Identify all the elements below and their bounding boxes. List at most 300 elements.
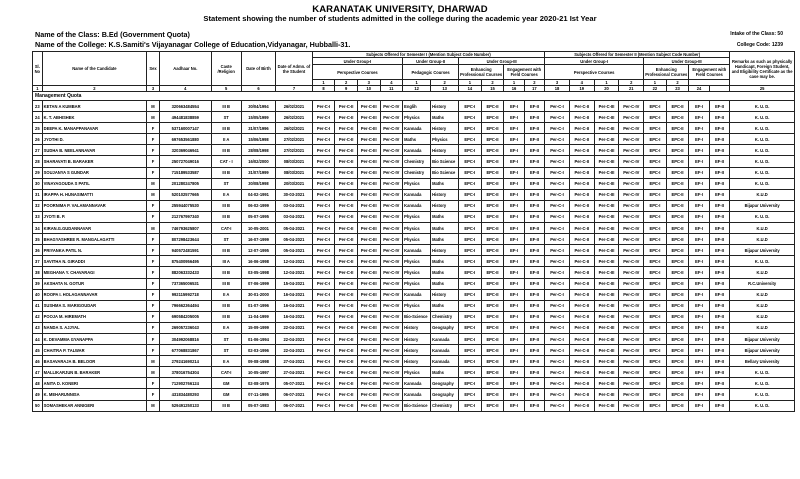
candidate-name: KETAN A KUMBAR — [42, 101, 146, 112]
sem2-engagement-2: EF-II — [709, 311, 729, 322]
sem1-engagement-1: EF-I — [504, 267, 524, 278]
sem2-engagement-2: EF-II — [709, 211, 729, 222]
sem2-perspective-3: Per-C-III — [594, 245, 619, 256]
sem1-perspective-4: Per-C-IV — [380, 200, 403, 211]
candidate-sex: M — [147, 189, 160, 200]
sem1-perspective-4: Per-C-IV — [380, 189, 403, 200]
pedagogic-subject-2: Maths — [431, 234, 459, 245]
sem2-perspective-3: Per-C-III — [594, 345, 619, 356]
sem2-perspective-1: Per-C-I — [545, 389, 570, 400]
sem2-perspective-4: Per-C-IV — [619, 167, 644, 178]
sem2-perspective-1: Per-C-I — [545, 256, 570, 267]
date-of-admission: 22-04-2021 — [276, 322, 313, 333]
date-of-admission: 08/03/2021 — [276, 167, 313, 178]
candidate-sex: F — [147, 278, 160, 289]
sem2-engagement-2: EF-II — [709, 234, 729, 245]
sem1-engagement-2: EF-II — [524, 211, 544, 222]
sem2-enhancing-2: EPC-II — [666, 167, 689, 178]
sem2-engagement-1: EF-I — [689, 167, 709, 178]
caste-category: II A — [211, 356, 241, 367]
sem2-perspective-4: Per-C-IV — [619, 389, 644, 400]
pedagogic-subject-2: History — [431, 189, 459, 200]
aadhaar-number: 304992068816 — [159, 333, 211, 344]
caste-category: III B — [211, 400, 241, 411]
table-row — [33, 256, 795, 267]
candidate-sex: M — [147, 400, 160, 411]
pedagogic-subject-2: History — [431, 200, 459, 211]
date-of-birth: 30/08/1998 — [241, 178, 275, 189]
sem2-enhancing-1: EPC-I — [644, 200, 667, 211]
candidate-sex: F — [147, 267, 160, 278]
pedagogic-subject-1: Physics — [403, 112, 431, 123]
sem2-perspective-1: Per-C-I — [545, 167, 570, 178]
table-row — [33, 367, 795, 378]
sem1-perspective-3: Per-C-III — [357, 145, 380, 156]
remarks: K. U. D. — [730, 389, 795, 400]
caste-category: CAT - I — [211, 156, 241, 167]
serial-number: 37 — [33, 256, 43, 267]
candidate-sex: F — [147, 256, 160, 267]
sem2-perspective-1: Per-C-I — [545, 211, 570, 222]
col-name: Name of the Candidate — [42, 52, 146, 86]
table-row — [33, 389, 795, 400]
date-of-admission: 27/02/2021 — [276, 145, 313, 156]
serial-number: 45 — [33, 345, 43, 356]
candidate-sex: F — [147, 333, 160, 344]
column-number: 1 — [33, 86, 43, 92]
sem1-perspective-4: Per-C-IV — [380, 267, 403, 278]
date-of-admission: 15-04-2021 — [276, 278, 313, 289]
sem1-perspective-4: Per-C-IV — [380, 300, 403, 311]
pedagogic-subject-2: History — [431, 145, 459, 156]
aadhaar-number: 537160007147 — [159, 123, 211, 134]
sem1-perspective-1: Per-C-I — [312, 356, 335, 367]
candidate-sex: M — [147, 356, 160, 367]
sem1-perspective: Perspective Courses — [312, 65, 402, 80]
col-dob: Date of Birth — [241, 52, 275, 86]
serial-number: 32 — [33, 200, 43, 211]
date-of-birth: 16/02/2000 — [241, 156, 275, 167]
sem2-perspective-1: Per-C-I — [545, 356, 570, 367]
sem1-perspective-3: Per-C-III — [357, 234, 380, 245]
sem2-perspective-3: Per-C-III — [594, 333, 619, 344]
sem1-perspective-3: Per-C-III — [357, 200, 380, 211]
remarks: Bellary University — [730, 356, 795, 367]
pedagogic-subject-1: Englih — [403, 101, 431, 112]
sem2-engagement-1: EF-I — [689, 356, 709, 367]
date-of-birth: 30/04/1994 — [241, 101, 275, 112]
sem2-perspective-3: Per-C-III — [594, 256, 619, 267]
sem1-perspective-1: Per-C-I — [312, 189, 335, 200]
candidate-name: CHAITRA P. TALWAR — [42, 345, 146, 356]
sem2-enhancing: Enhancing Professional Courses — [644, 65, 689, 80]
sem1-enhancing-1: EPC-I — [459, 145, 482, 156]
column-number: 23 — [666, 86, 689, 92]
sem1-enhancing-1: EPC-I — [459, 367, 482, 378]
sem2-perspective-4: Per-C-IV — [619, 123, 644, 134]
sem1-engagement-1: EF-I — [504, 101, 524, 112]
aadhaar-number: 250727049016 — [159, 156, 211, 167]
sem2-engagement: Engagement with Field Courses — [689, 65, 730, 80]
table-row — [33, 167, 795, 178]
date-of-admission: 16-04-2021 — [276, 311, 313, 322]
sem1-perspective-2: Per-C-II — [335, 223, 358, 234]
sem2-enhancing-1: EPC-I — [644, 311, 667, 322]
candidate-name: VINAYAGOUDA S PATIL — [42, 178, 146, 189]
sem1-engagement-1: EF-I — [504, 300, 524, 311]
pedagogic-subject-1: Physics — [403, 367, 431, 378]
sem1-perspective-4: Per-C-IV — [380, 145, 403, 156]
sem2-perspective-3: Per-C-III — [594, 311, 619, 322]
aadhaar-number: 737365006531 — [159, 278, 211, 289]
remarks: K. U. D. — [730, 123, 795, 134]
pedagogic-subject-1: Physics — [403, 278, 431, 289]
pedagogic-subject-2: History — [431, 101, 459, 112]
sem1-engagement-1: EF-I — [504, 245, 524, 256]
sem2-perspective-4: Per-C-IV — [619, 367, 644, 378]
date-of-birth: 30-01-2000 — [241, 289, 275, 300]
sem2-perspective-1: Per-C-I — [545, 400, 570, 411]
sem2-perspective: Perspective Courses — [545, 65, 644, 80]
sub-number: 1 — [504, 80, 524, 86]
sub-number: 1 — [644, 80, 667, 86]
sem2-engagement-1: EF-I — [689, 200, 709, 211]
sem1-group-2: Under Group-II — [403, 58, 459, 65]
sem2-enhancing-1: EPC-I — [644, 123, 667, 134]
date-of-birth: 07-11-1995 — [241, 389, 275, 400]
sem1-perspective-1: Per-C-I — [312, 289, 335, 300]
sem2-perspective-2: Per-C-II — [569, 167, 594, 178]
sem2-perspective-2: Per-C-II — [569, 389, 594, 400]
candidate-sex: F — [147, 134, 160, 145]
sem2-engagement-2: EF-II — [709, 333, 729, 344]
sub-number: 2 — [481, 80, 504, 86]
caste-category: III B — [211, 278, 241, 289]
sem2-perspective-1: Per-C-I — [545, 234, 570, 245]
sem2-perspective-4: Per-C-IV — [619, 178, 644, 189]
pedagogic-subject-2: Bio Science — [431, 167, 459, 178]
sem2-perspective-1: Per-C-I — [545, 178, 570, 189]
sem2-perspective-3: Per-C-III — [594, 211, 619, 222]
sem1-engagement-1: EF-I — [504, 311, 524, 322]
sem2-enhancing-2: EPC-II — [666, 300, 689, 311]
sem2-engagement-2: EF-II — [709, 101, 729, 112]
sem2-perspective-3: Per-C-III — [594, 223, 619, 234]
sem2-perspective-1: Per-C-I — [545, 322, 570, 333]
sem1-enhancing-1: EPC-I — [459, 289, 482, 300]
remarks: K. U. D. — [730, 167, 795, 178]
aadhaar-number: 320663484554 — [159, 101, 211, 112]
sem2-perspective-1: Per-C-I — [545, 200, 570, 211]
sem2-engagement-1: EF-I — [689, 311, 709, 322]
sem1-perspective-3: Per-C-III — [357, 345, 380, 356]
sem2-enhancing-2: EPC-II — [666, 400, 689, 411]
sem1-enhancing-1: EPC-I — [459, 378, 482, 389]
remarks: K. U. D. — [730, 367, 795, 378]
column-number: 13 — [431, 86, 459, 92]
pedagogic-subject-1: Kannada — [403, 145, 431, 156]
sem1-perspective-3: Per-C-III — [357, 267, 380, 278]
sem1-perspective-1: Per-C-I — [312, 367, 335, 378]
remarks: K.U.D — [730, 289, 795, 300]
sem1-perspective-2: Per-C-II — [335, 200, 358, 211]
sem2-engagement-2: EF-II — [709, 178, 729, 189]
sem2-enhancing-2: EPC-II — [666, 322, 689, 333]
serial-number: 26 — [33, 134, 43, 145]
aadhaar-number: 431834480293 — [159, 389, 211, 400]
sem2-enhancing-2: EPC-II — [666, 378, 689, 389]
remarks: K. U. D. — [730, 101, 795, 112]
sem2-perspective-1: Per-C-I — [545, 278, 570, 289]
sem2-enhancing-2: EPC-II — [666, 278, 689, 289]
sem1-engagement-2: EF-II — [524, 156, 544, 167]
date-of-admission: 08/03/2021 — [276, 156, 313, 167]
serial-number: 41 — [33, 300, 43, 311]
sub-number: 3 — [357, 80, 380, 86]
aadhaar-number: 712902766124 — [159, 378, 211, 389]
aadhaar-number: 378016754304 — [159, 367, 211, 378]
sem2-perspective-3: Per-C-III — [594, 123, 619, 134]
sem1-perspective-1: Per-C-I — [312, 245, 335, 256]
sem1-perspective-1: Per-C-I — [312, 389, 335, 400]
sem2-enhancing-2: EPC-II — [666, 256, 689, 267]
serial-number: 46 — [33, 356, 43, 367]
sem1-perspective-2: Per-C-II — [335, 289, 358, 300]
aadhaar-number: 494481838859 — [159, 112, 211, 123]
sem2-engagement-1: EF-I — [689, 211, 709, 222]
remarks: Bijapur University — [730, 245, 795, 256]
sem1-engagement-1: EF-I — [504, 400, 524, 411]
sem2-enhancing-1: EPC-I — [644, 234, 667, 245]
date-of-admission: 06-07-2021 — [276, 400, 313, 411]
column-number: 15 — [481, 86, 504, 92]
sem2-engagement-2: EF-II — [709, 189, 729, 200]
pedagogic-subject-1: Bio-Science — [403, 311, 431, 322]
date-of-birth: 12-07-1995 — [241, 245, 275, 256]
pedagogic-subject-1: Kannada — [403, 245, 431, 256]
sem1-perspective-1: Per-C-I — [312, 134, 335, 145]
candidate-name: SAVITHA N. GIRADDI — [42, 256, 146, 267]
sem1-perspective-1: Per-C-I — [312, 267, 335, 278]
candidate-name: ANITA D. KONERI — [42, 378, 146, 389]
sem1-perspective-4: Per-C-IV — [380, 256, 403, 267]
sem1-enhancing-1: EPC-I — [459, 189, 482, 200]
column-number: 21 — [619, 86, 644, 92]
caste-category: III B — [211, 211, 241, 222]
pedagogic-subject-2: Bio Science — [431, 156, 459, 167]
remarks: K. U. D. — [730, 378, 795, 389]
sem1-engagement-1: EF-I — [504, 223, 524, 234]
candidate-sex: F — [147, 289, 160, 300]
column-number: 10 — [357, 86, 380, 92]
pedagogic-subject-1: Physics — [403, 178, 431, 189]
pedagogic-subject-2: History — [431, 123, 459, 134]
date-of-birth: 15/06/1998 — [241, 134, 275, 145]
sem2-perspective-1: Per-C-I — [545, 245, 570, 256]
sem2-enhancing-1: EPC-I — [644, 333, 667, 344]
table-row — [33, 145, 795, 156]
col-caste: Caste /Religion — [211, 52, 241, 86]
sem2-enhancing-1: EPC-I — [644, 400, 667, 411]
sub-number: 2 — [335, 80, 358, 86]
candidate-sex: F — [147, 145, 160, 156]
caste-category: ST — [211, 112, 241, 123]
sem1-perspective-1: Per-C-I — [312, 311, 335, 322]
sem1-perspective-1: Per-C-I — [312, 378, 335, 389]
pedagogic-subject-1: Physics — [403, 211, 431, 222]
pedagogic-subject-1: Chemistry — [403, 156, 431, 167]
sem1-engagement-2: EF-II — [524, 200, 544, 211]
date-of-birth: 04-02-1991 — [241, 189, 275, 200]
sem1-enhancing-2: EPC-II — [481, 245, 504, 256]
sem1-perspective-1: Per-C-I — [312, 101, 335, 112]
date-of-admission: 27-04-2021 — [276, 356, 313, 367]
caste-category: II A — [211, 189, 241, 200]
candidate-sex: M — [147, 101, 160, 112]
sub-number: 2 — [431, 80, 459, 86]
caste-category: ST — [211, 178, 241, 189]
sem1-perspective-2: Per-C-II — [335, 333, 358, 344]
sem1-enhancing-1: EPC-I — [459, 322, 482, 333]
sem1-engagement-1: EF-I — [504, 211, 524, 222]
date-of-birth: 09-08-1998 — [241, 356, 275, 367]
sem1-perspective-2: Per-C-II — [335, 123, 358, 134]
aadhaar-number: 807298423644 — [159, 234, 211, 245]
sem1-perspective-4: Per-C-IV — [380, 134, 403, 145]
sem2-engagement-2: EF-II — [709, 112, 729, 123]
sem2-perspective-2: Per-C-II — [569, 101, 594, 112]
sem1-enhancing-2: EPC-II — [481, 345, 504, 356]
sem1-enhancing-1: EPC-I — [459, 112, 482, 123]
sem2-perspective-3: Per-C-III — [594, 167, 619, 178]
sem1-engagement-2: EF-II — [524, 223, 544, 234]
pedagogic-subject-2: History — [431, 289, 459, 300]
sem1-enhancing-1: EPC-I — [459, 200, 482, 211]
serial-number: 30 — [33, 178, 43, 189]
column-number: 6 — [241, 86, 275, 92]
table-row — [33, 322, 795, 333]
date-of-admission: 03-04-2021 — [276, 211, 313, 222]
sem2-engagement-1: EF-I — [689, 345, 709, 356]
sem1-perspective-1: Per-C-I — [312, 112, 335, 123]
remarks: K.U.D — [730, 189, 795, 200]
sem2-perspective-2: Per-C-II — [569, 156, 594, 167]
sem2-perspective-4: Per-C-IV — [619, 200, 644, 211]
column-number: 22 — [644, 86, 667, 92]
sem1-perspective-4: Per-C-IV — [380, 223, 403, 234]
serial-number: 23 — [33, 101, 43, 112]
sem1-perspective-2: Per-C-II — [335, 300, 358, 311]
sem1-perspective-2: Per-C-II — [335, 267, 358, 278]
date-of-birth: 10-05-1997 — [241, 367, 275, 378]
sem2-perspective-4: Per-C-IV — [619, 112, 644, 123]
column-number: 18 — [545, 86, 570, 92]
serial-number: 43 — [33, 322, 43, 333]
candidate-sex: F — [147, 167, 160, 178]
sem1-engagement-2: EF-II — [524, 356, 544, 367]
table-row — [33, 156, 795, 167]
sem2-enhancing-1: EPC-I — [644, 322, 667, 333]
sem1-enhancing-2: EPC-II — [481, 311, 504, 322]
remarks: K.U.D — [730, 234, 795, 245]
sem2-perspective-2: Per-C-II — [569, 322, 594, 333]
table-body — [33, 92, 795, 412]
sem1-perspective-3: Per-C-III — [357, 189, 380, 200]
sem1-engagement-2: EF-II — [524, 333, 544, 344]
sem1-engagement-2: EF-II — [524, 245, 544, 256]
col-aadhar: Aadhaar No. — [159, 52, 211, 86]
sem2-perspective-1: Per-C-I — [545, 267, 570, 278]
admissions-table — [32, 51, 795, 412]
caste-category: II A — [211, 289, 241, 300]
sem1-engagement-1: EF-I — [504, 378, 524, 389]
pedagogic-subject-2: Maths — [431, 267, 459, 278]
candidate-sex: F — [147, 322, 160, 333]
serial-number: 36 — [33, 245, 43, 256]
sem2-perspective-1: Per-C-I — [545, 367, 570, 378]
sem1-engagement-1: EF-I — [504, 112, 524, 123]
sem1-perspective-4: Per-C-IV — [380, 345, 403, 356]
sem2-perspective-2: Per-C-II — [569, 134, 594, 145]
candidate-name: JYOTI B. P. — [42, 211, 146, 222]
sem2-enhancing-2: EPC-II — [666, 156, 689, 167]
table-row — [33, 378, 795, 389]
table-row — [33, 267, 795, 278]
remarks: K. U. D. — [730, 145, 795, 156]
sem2-perspective-2: Per-C-II — [569, 256, 594, 267]
sem2-perspective-4: Per-C-IV — [619, 356, 644, 367]
sem2-perspective-2: Per-C-II — [569, 289, 594, 300]
date-of-admission: 20/03/2021 — [276, 178, 313, 189]
sem2-enhancing-1: EPC-I — [644, 278, 667, 289]
serial-number: 28 — [33, 156, 43, 167]
sem1-enhancing-1: EPC-I — [459, 178, 482, 189]
candidate-sex: F — [147, 345, 160, 356]
sem1-enhancing-1: EPC-I — [459, 123, 482, 134]
sem1-enhancing-2: EPC-II — [481, 278, 504, 289]
sem1-enhancing-2: EPC-II — [481, 333, 504, 344]
sem1-perspective-1: Per-C-I — [312, 345, 335, 356]
sem2-group-3: Under Group-III — [644, 58, 730, 65]
sem1-engagement-1: EF-I — [504, 234, 524, 245]
aadhaar-number: 269057236043 — [159, 322, 211, 333]
candidate-sex: M — [147, 223, 160, 234]
sem1-engagement-2: EF-II — [524, 400, 544, 411]
aadhaar-number: 690584205005 — [159, 311, 211, 322]
sem2-engagement-1: EF-I — [689, 112, 709, 123]
sem2-perspective-3: Per-C-III — [594, 367, 619, 378]
caste-category: III A — [211, 256, 241, 267]
caste-category: ST — [211, 345, 241, 356]
sem2-engagement-1: EF-I — [689, 389, 709, 400]
aadhaar-number: 279241690214 — [159, 356, 211, 367]
sem1-perspective-1: Per-C-I — [312, 167, 335, 178]
sem2-engagement-2: EF-II — [709, 245, 729, 256]
sem2-perspective-3: Per-C-III — [594, 234, 619, 245]
sem1-perspective-3: Per-C-III — [357, 123, 380, 134]
sem2-engagement-2: EF-II — [709, 278, 729, 289]
sem2-engagement-1: EF-I — [689, 333, 709, 344]
sem2-perspective-2: Per-C-II — [569, 189, 594, 200]
table-row — [33, 200, 795, 211]
table-row — [33, 223, 795, 234]
aadhaar-number: 882063332433 — [159, 267, 211, 278]
pedagogic-subject-2: Maths — [431, 178, 459, 189]
college-name: Name of the College: K.S.Samiti's Vijayanagar College of Education,Vidyanagar, Hubballi-31. — [35, 40, 351, 49]
col-doa: Date of Admn. of the Student — [276, 52, 313, 86]
sem2-perspective-3: Per-C-III — [594, 189, 619, 200]
candidate-name: SHARAVATI B. BARAKER — [42, 156, 146, 167]
